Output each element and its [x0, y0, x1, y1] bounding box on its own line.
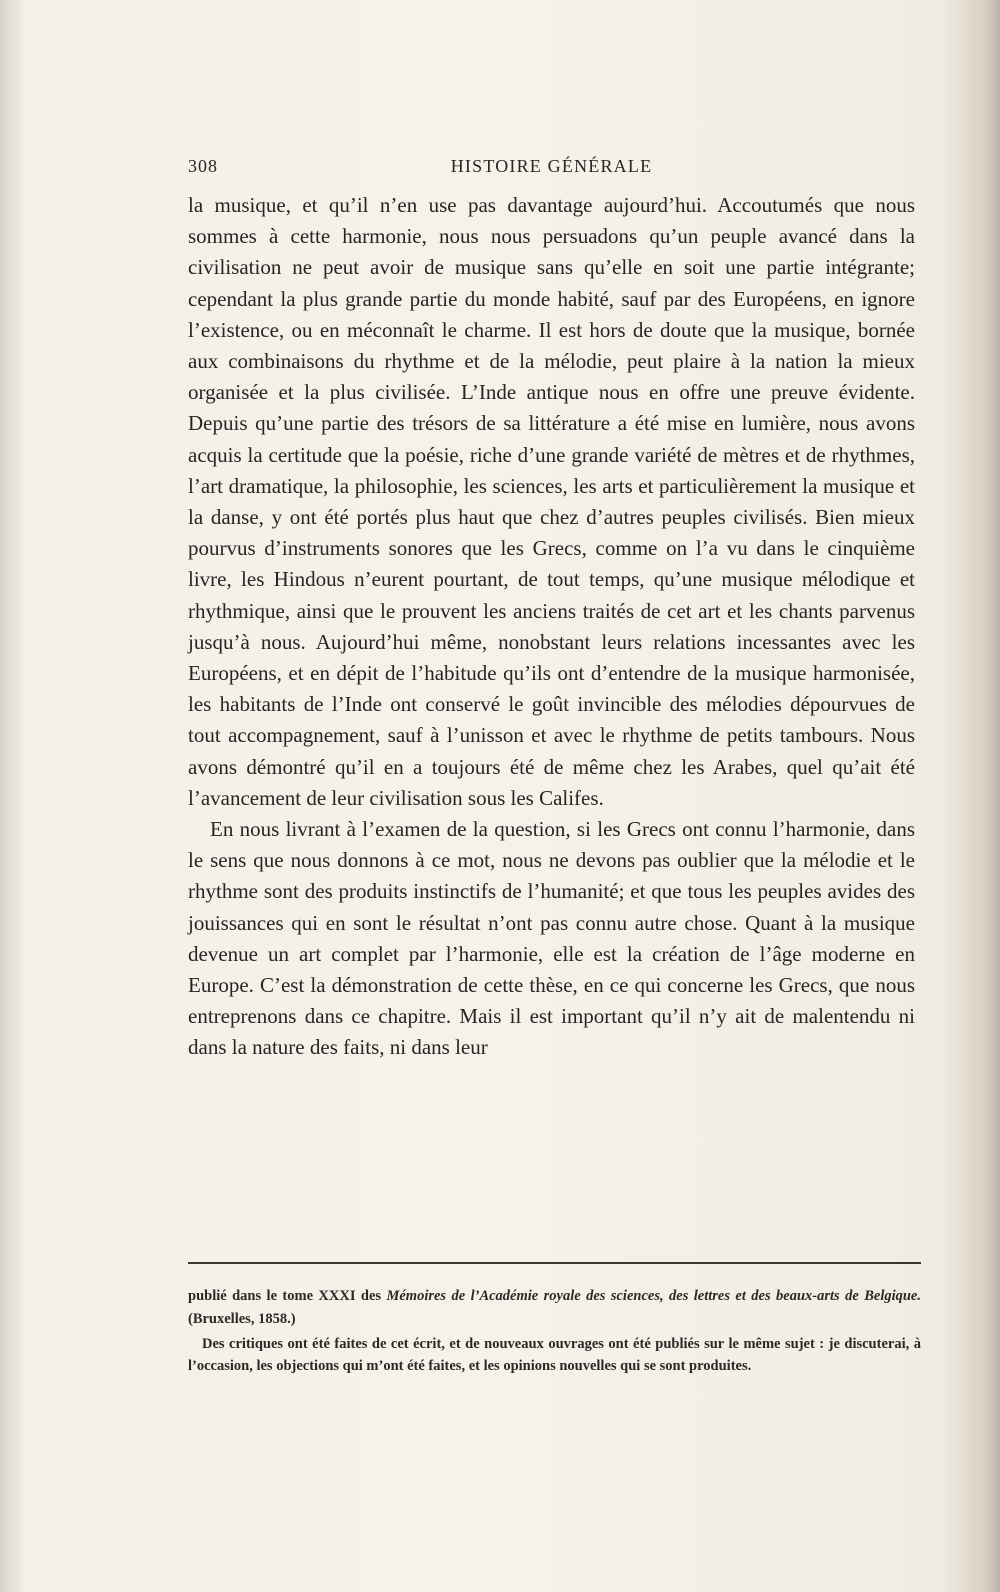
footnotes [188, 1285, 921, 1380]
footnote-1-suffix: (Bruxelles, 1858.) [188, 1310, 296, 1327]
footnote-1-title: Mémoires de l’Académie royale des sciences, des lettres et des beaux-arts de Belgique. [386, 1288, 921, 1304]
running-title: HISTOIRE GÉNÉRALE [450, 156, 653, 176]
footnote-1-prefix: publié dans le tome XXXI des [188, 1288, 387, 1304]
footnote-2: Des critiques ont été faites de cet écrit, et de nouveaux ouvrages ont été publiés sur le même sujet : je discuterai, à l’occasion, les objections qui m’ont été faites, et les opinions nouvelles qui se sont produites. [188, 1335, 921, 1375]
main-text [188, 190, 915, 1064]
footnote-1 [188, 1285, 921, 1331]
paragraph-2: En nous livrant à l’examen de la question, si les Grecs ont connu l’harmonie, dans le sens que nous donnons à ce mot, nous ne devons pas oublier que la mélodie et le rhythme sont des produits instinctifs de l’humanité; et que tous les peuples avides des jouissances qui en sont le résultat n’ont pas connu autre chose. Quant à la musique devenue un art complet par l’harmonie, elle est la création de l’âge moderne en Europe. C’est la démonstration de cette thèse, en ce qui concerne les Grecs, que nous entreprenons dans ce chapitre. Mais il est important qu’il n’y ait de malentendu ni dans la nature des faits, ni dans leur [188, 817, 915, 1060]
page-number: 308 [188, 156, 218, 176]
footnote-rule [188, 1262, 921, 1264]
page-text-block [188, 156, 915, 1064]
running-head [188, 156, 915, 190]
paragraph-1: la musique, et qu’il n’en use pas davantage aujourd’hui. Accoutumés que nous sommes à cette harmonie, nous nous persuadons qu’un peuple avancé dans la civilisation ne peut avoir de musique sans qu’elle en soit une partie intégrante; cependant la plus grande partie du monde habité, sauf par des Européens, en ignore l’existence, ou en méconnaît le charme. Il est hors de doute que la musique, bornée aux combinaisons du rhythme et de la mélodie, peut plaire à la nation la mieux organisée et la plus civilisée. L’Inde antique nous en offre une preuve évidente. Depuis qu’une partie des trésors de sa littérature a été mise en lumière, nous avons acquis la certitude que la poésie, riche d’une grande variété de mètres et de rhythmes, l’art dramatique, la philosophie, les sciences, les arts et particulièrement la musique et la danse, y ont été portés plus haut que chez d’autres peuples civilisés. Bien mieux pourvus d’instruments sonores que les Grecs, comme on l’a vu dans le cinquième livre, les Hindous n’eurent pourtant, de tout temps, qu’une musique mélodique et rhythmique, ainsi que le prouvent les anciens traités de cet art et les chants parvenus jusqu’à nous. Aujourd’hui même, nonobstant leurs relations incessantes avec les Européens, et en dépit de l’habitude qu’ils ont d’entendre de la musique harmonisée, les habitants de l’Inde ont conservé le goût invincible des mélodies dépourvues de tout accompagnement, sauf à l’unisson et avec le rhythme de petits tambours. Nous avons démontré qu’il en a toujours été de même chez les Arabes, quel qu’ait été l’avancement de leur civilisation sous les Califes. [188, 193, 915, 810]
